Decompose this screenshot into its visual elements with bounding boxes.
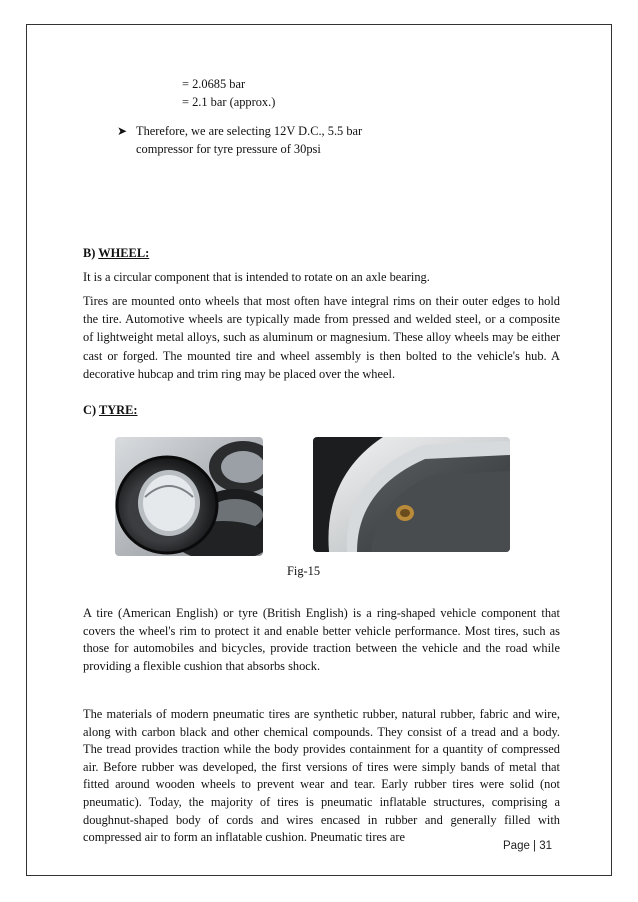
tyre-heading-title: TYRE: [98,403,138,417]
calc-line-2: = 2.1 bar (approx.) [182,95,276,109]
conclusion-text [136,123,362,158]
calc-line-1: = 2.0685 bar [182,77,246,91]
conclusion-line-1: Therefore, we are selecting 12V D.C., 5.5 bar [136,124,363,138]
wheel-paragraph: Tires are mounted onto wheels that most often have integral rims on their outer edges to hold the tire. Automotive wheels are typically made from pressed and welded steel, or a composite of lightweight metal alloys, such as aluminum or magnesium. These alloy wheels may be either cast or forged. The mounted tire and wheel assembly is then bolted to the vehicle's hub. A decorative hubcap and trim ring may be placed over the wheel. [83,294,560,381]
alloy-wheel-image [313,437,510,552]
tyre-stack-photo [115,437,263,556]
conclusion-line-2: compressor for tyre pressure of 30psi [136,141,321,156]
conclusion-bullet [117,123,457,158]
wheel-heading [83,245,149,263]
wheel-heading-prefix: B) [83,246,99,260]
bullet-arrow-icon: ➤ [117,124,128,138]
tyre-paragraph-1: A tire (American English) or tyre (British English) is a ring-shaped vehicle component that covers the wheel's rim to protect it and enable better vehicle performance. Most tires, such as those for automobiles and bicycles, provide traction between the vehicle and the road while providing a flexible cushion that absorbs shock. [83,606,560,673]
page-number: Page | 31 [503,840,553,852]
tyre-stack-image [115,437,263,556]
wheel-heading-title: WHEEL: [98,246,150,260]
tyre-heading-prefix: C) [83,403,99,417]
alloy-wheel-photo [313,437,510,552]
wheel-definition: It is a circular component that is intended to rotate on an axle bearing. [83,270,430,284]
figure-caption: Fig-15 [287,564,321,578]
tyre-paragraph-2: The materials of modern pneumatic tires are synthetic rubber, natural rubber, fabric and wire, along with carbon black and other chemical compounds. They consist of a tread and a body. The tread provides traction while the body provides containment for a quantity of compressed air. Before rubber was developed, the first versions of tires were simply bands of metal that fitted around wooden wheels to prevent wear and tear. Early rubber tires were solid (not pneumatic). Today, the majority of tires is pneumatic inflatable structures, comprising a doughnut-shaped body of cords and wires encased in rubber and generally filled with compressed air to form an inflatable cushion. Pneumatic tires are [83,707,560,845]
tyre-heading [83,402,138,420]
